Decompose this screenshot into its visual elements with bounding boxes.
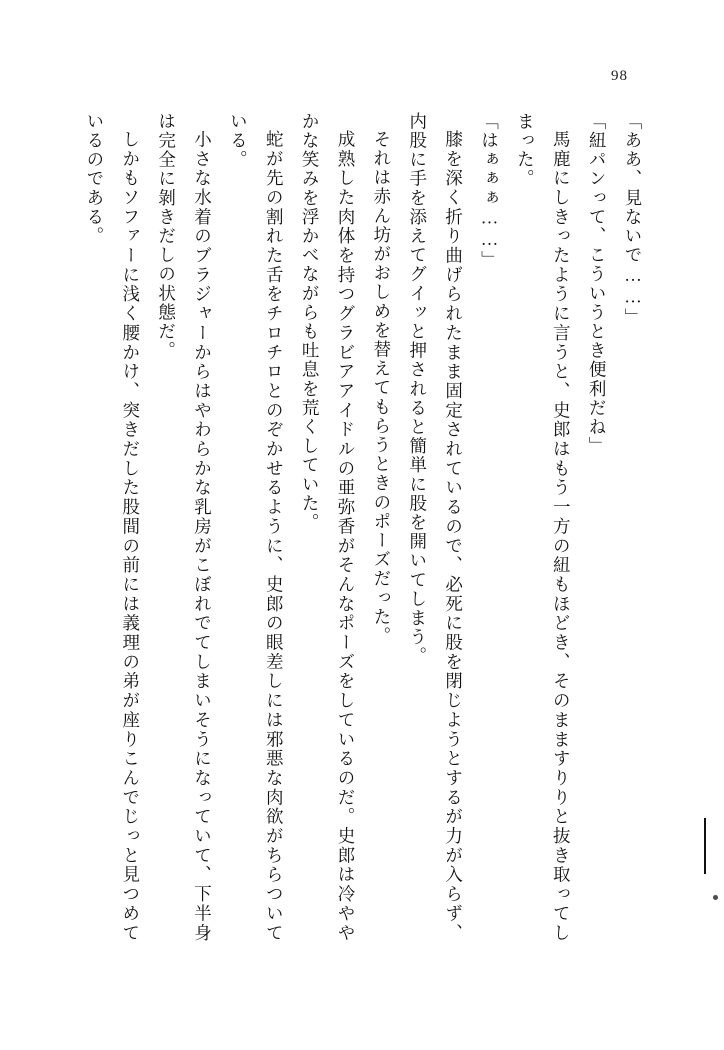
paragraph: それは赤ん坊がおしめを替えてもらうときのポーズだった。 xyxy=(371,129,392,646)
paragraph: 膝を深く折り曲げられたまま固定されているので、必死に股を閉じようとするが力が入らず、内股に手を添えてグイッと押されると簡単に股を開いてしまう。 xyxy=(407,112,464,942)
paragraph: 「はぁぁぁ……」 xyxy=(479,112,500,270)
paragraph: しかもソファーに浅く腰かけ、突きだした股間の前には義理の弟が座りこんでじっと見つめているのである。 xyxy=(84,112,141,942)
paragraph: 蛇が先の割れた舌をチロチロとのぞかせるように、史郎の眼差しには邪悪な肉欲がちらついている。 xyxy=(228,112,285,942)
page-number: 98 xyxy=(611,68,628,84)
paragraph: 成熟した肉体を持つグラビアアイドルの亜弥香がそんなポーズをしているのだ。史郎は冷ややかな笑みを浮かべながらも吐息を荒くしていた。 xyxy=(300,112,356,942)
paragraph: 「ああ、見ないで……」 xyxy=(623,112,643,328)
paragraph: 「紐パンって、こういうとき便利だね」 xyxy=(587,112,608,456)
page-edge-mark xyxy=(713,895,718,900)
body-text xyxy=(86,112,650,942)
paragraph: 馬鹿にしきったように言うと、史郎はもう一方の紐もほどき、そのまますりりと抜き取ってしまった。 xyxy=(515,112,572,942)
paragraph: 小さな水着のブラジャーからはやわらかな乳房がこぼれでてしまいそうになっていて、下半身は完全に剝きだしの状態だ。 xyxy=(156,112,213,942)
margin-rule-mark xyxy=(704,818,706,874)
